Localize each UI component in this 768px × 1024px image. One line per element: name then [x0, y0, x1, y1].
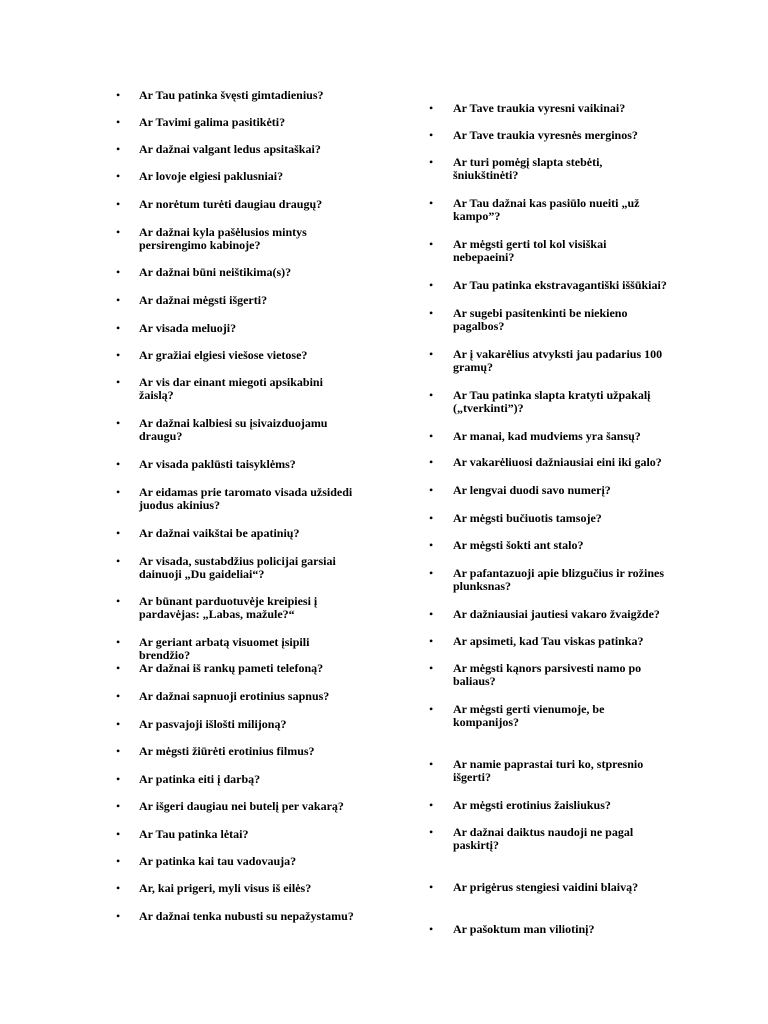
bullet-icon: • — [116, 744, 121, 758]
question-line: Ar lengvai duodi savo numerį? — [453, 483, 611, 497]
question-item — [139, 662, 323, 675]
question-line: Ar dažnai kyla pašėlusios mintys — [139, 225, 307, 239]
bullet-icon: • — [116, 457, 121, 471]
question-item — [453, 881, 638, 894]
question-line: Ar geriant arbatą visuomet įsipili — [139, 635, 310, 649]
question-item — [139, 170, 283, 183]
bullet-icon: • — [116, 717, 121, 731]
bullet-icon: • — [429, 702, 434, 716]
bullet-icon: • — [116, 526, 121, 540]
question-line: Ar gražiai elgiesi viešose vietose? — [139, 348, 308, 362]
question-line: žaislą? — [139, 388, 174, 402]
question-item — [139, 800, 344, 813]
question-line: Ar visada paklūsti taisyklėms? — [139, 457, 296, 471]
bullet-icon: • — [116, 799, 121, 813]
question-line: Ar pasvajoji išlošti milijoną? — [139, 717, 287, 731]
question-line: Ar mėgsti šokti ant stalo? — [453, 538, 584, 552]
question-line: baliaus? — [453, 674, 496, 688]
question-item — [139, 595, 317, 621]
bullet-icon: • — [429, 347, 434, 361]
question-item — [139, 555, 336, 581]
question-line: Ar pašoktum man viliotinį? — [453, 922, 595, 936]
question-item — [453, 348, 662, 374]
question-line: Ar Tau patinka ekstravagantiški iššūkiai? — [453, 278, 667, 292]
bullet-icon: • — [116, 169, 121, 183]
question-line: Ar dažnai valgant ledus apsitaškai? — [139, 142, 321, 156]
bullet-icon: • — [429, 661, 434, 675]
question-line: draugu? — [139, 429, 183, 443]
question-line: Ar mėgsti kąnors parsivesti namo po — [453, 661, 642, 675]
question-item — [139, 636, 309, 662]
question-line: išgerti? — [453, 770, 491, 784]
bullet-icon: • — [429, 634, 434, 648]
bullet-icon: • — [116, 772, 121, 786]
bullet-icon: • — [429, 388, 434, 402]
question-line: Ar dažniausiai jautiesi vakaro žvaigžde? — [453, 607, 660, 621]
bullet-icon: • — [116, 881, 121, 895]
question-line: Ar pafantazuoji apie blizgučius ir rožines — [453, 566, 665, 580]
question-item — [453, 102, 625, 115]
bullet-icon: • — [116, 375, 121, 389]
question-item — [453, 456, 662, 469]
bullet-icon: • — [429, 607, 434, 621]
bullet-icon: • — [429, 798, 434, 812]
bullet-icon: • — [429, 538, 434, 552]
question-item — [453, 238, 606, 264]
question-line: Ar mėgsti bučiuotis tamsoje? — [453, 511, 602, 525]
question-line: Ar Tau patinka švęsti gimtadienius? — [139, 88, 324, 102]
question-item — [453, 512, 602, 525]
question-item — [139, 294, 267, 307]
bullet-icon: • — [116, 265, 121, 279]
bullet-icon: • — [116, 321, 121, 335]
bullet-icon: • — [429, 566, 434, 580]
question-line: Ar mėgsti gerti vienumoje, be — [453, 702, 605, 716]
question-item — [453, 156, 602, 182]
bullet-icon: • — [429, 483, 434, 497]
question-line: Ar dažnai iš rankų pameti telefoną? — [139, 661, 324, 675]
question-line: Ar apsimeti, kad Tau viskas patinka? — [453, 634, 644, 648]
bullet-icon: • — [429, 757, 434, 771]
question-item — [139, 527, 299, 540]
question-item — [139, 458, 296, 471]
question-line: Ar dažnai tenka nubusti su nepažystamu? — [139, 909, 354, 923]
question-line: kompanijos? — [453, 715, 520, 729]
question-item — [139, 417, 327, 443]
bullet-icon: • — [116, 197, 121, 211]
question-line: Ar į vakarėlius atvyksti jau padarius 100 — [453, 347, 663, 361]
question-line: Ar mėgsti erotinius žaisliukus? — [453, 798, 611, 812]
bullet-icon: • — [116, 689, 121, 703]
bullet-icon: • — [116, 115, 121, 129]
question-item — [453, 662, 641, 688]
question-line: gramų? — [453, 360, 493, 374]
question-line: Ar patinka eiti į darbą? — [139, 772, 261, 786]
question-item — [139, 855, 296, 868]
question-line: Ar mėgsti žiūrėti erotinius filmus? — [139, 744, 315, 758]
question-item — [453, 539, 583, 552]
question-item — [453, 484, 611, 497]
question-item — [453, 923, 594, 936]
question-item — [139, 882, 311, 895]
question-item — [139, 745, 315, 758]
question-line: Ar patinka kai tau vadovauja? — [139, 854, 297, 868]
question-item — [453, 567, 664, 593]
question-item — [453, 758, 643, 784]
bullet-icon: • — [429, 429, 434, 443]
bullet-icon: • — [116, 827, 121, 841]
question-line: Ar turi pomėgį slapta stebėti, — [453, 155, 603, 169]
bullet-icon: • — [429, 880, 434, 894]
bullet-icon: • — [116, 485, 121, 499]
question-line: Ar Tau patinka lėtai? — [139, 827, 249, 841]
bullet-icon: • — [429, 155, 434, 169]
question-item — [139, 89, 324, 102]
question-line: Ar mėgsti gerti tol kol visiškai — [453, 237, 607, 251]
bullet-icon: • — [429, 237, 434, 251]
question-line: Ar, kai prigeri, myli visus iš eilės? — [139, 881, 312, 895]
question-item — [453, 129, 638, 142]
bullet-icon: • — [116, 635, 121, 649]
bullet-icon: • — [116, 225, 121, 239]
question-line: pagalbos? — [453, 319, 505, 333]
question-line: Ar būnant parduotuvėje kreipiesi į — [139, 594, 318, 608]
question-item — [453, 307, 627, 333]
question-line: Ar dažnai sapnuoji erotinius sapnus? — [139, 689, 330, 703]
bullet-icon: • — [116, 554, 121, 568]
question-item — [453, 279, 667, 292]
question-item — [139, 773, 260, 786]
question-line: Ar dažnai mėgsti išgerti? — [139, 293, 268, 307]
bullet-icon: • — [116, 594, 121, 608]
bullet-icon: • — [116, 416, 121, 430]
question-line: Ar visada meluoji? — [139, 321, 237, 335]
question-item — [453, 608, 660, 621]
bullet-icon: • — [429, 128, 434, 142]
question-line: dainuoji „Du gaideliai“? — [139, 567, 265, 581]
question-line: persirengimo kabinoje? — [139, 238, 261, 252]
question-line: Ar vakarėliuosi dažniausiai eini iki galo? — [453, 455, 662, 469]
bullet-icon: • — [116, 142, 121, 156]
bullet-icon: • — [116, 909, 121, 923]
question-item — [139, 266, 291, 279]
question-item — [139, 486, 352, 512]
bullet-icon: • — [429, 455, 434, 469]
question-line: Ar Tau patinka slapta kratyti užpakalį — [453, 388, 651, 402]
question-line: Ar eidamas prie taromato visada užsidedi — [139, 485, 353, 499]
question-item — [453, 635, 644, 648]
question-line: pardavėjas: „Labas, mažule?“ — [139, 607, 295, 621]
question-line: juodus akinius? — [139, 498, 221, 512]
question-line: Ar dažnai vaikštai be apatinių? — [139, 526, 300, 540]
bullet-icon: • — [429, 101, 434, 115]
bullet-icon: • — [429, 306, 434, 320]
question-line: Ar dažnai kalbiesi su įsivaizduojamu — [139, 416, 328, 430]
question-line: nebepaeini? — [453, 250, 515, 264]
question-item — [453, 703, 604, 729]
bullet-icon: • — [429, 278, 434, 292]
question-line: Ar Tave traukia vyresni vaikinai? — [453, 101, 626, 115]
question-item — [139, 828, 248, 841]
bullet-icon: • — [429, 196, 434, 210]
question-line: Ar norėtum turėti daugiau draugų? — [139, 197, 323, 211]
question-item — [453, 430, 641, 443]
question-line: brendžio? — [139, 648, 191, 662]
question-line: Ar dažnai būni neištikima(s)? — [139, 265, 292, 279]
bullet-icon: • — [116, 293, 121, 307]
question-item — [453, 799, 611, 812]
question-item — [139, 322, 236, 335]
bullet-icon: • — [116, 854, 121, 868]
question-line: Ar sugebi pasitenkinti be niekieno — [453, 306, 628, 320]
question-item — [139, 226, 307, 252]
question-item — [453, 826, 633, 852]
question-line: Ar manai, kad mudviems yra šansų? — [453, 429, 641, 443]
question-item — [139, 718, 286, 731]
bullet-icon: • — [429, 511, 434, 525]
question-item — [139, 143, 321, 156]
question-line: Ar visada, sustabdžius policijai garsiai — [139, 554, 336, 568]
question-item — [139, 690, 329, 703]
question-item — [453, 389, 651, 415]
bullet-icon: • — [429, 825, 434, 839]
question-line: Ar dažnai daiktus naudoji ne pagal — [453, 825, 634, 839]
question-line: plunksnas? — [453, 579, 512, 593]
bullet-icon: • — [429, 922, 434, 936]
question-item — [139, 910, 354, 923]
question-line: paskirtį? — [453, 838, 500, 852]
question-line: Ar lovoje elgiesi paklusniai? — [139, 169, 284, 183]
question-line: Ar išgeri daugiau nei butelį per vakarą? — [139, 799, 344, 813]
question-item — [139, 376, 323, 402]
question-line: Ar namie paprastai turi ko, stpresnio — [453, 757, 644, 771]
question-line: Ar prigėrus stengiesi vaidini blaivą? — [453, 880, 639, 894]
question-line: („tverkinti”)? — [453, 401, 524, 415]
question-item — [139, 349, 307, 362]
question-line: Ar Tave traukia vyresnės merginos? — [453, 128, 638, 142]
question-line: šniukštinėti? — [453, 168, 519, 182]
question-line: Ar Tau dažnai kas pasiūlo nueiti „už — [453, 196, 640, 210]
question-item — [139, 198, 322, 211]
question-line: Ar vis dar einant miegoti apsikabini — [139, 375, 323, 389]
question-item — [453, 197, 640, 223]
question-line: Ar Tavimi galima pasitikėti? — [139, 115, 286, 129]
bullet-icon: • — [116, 348, 121, 362]
question-item — [139, 116, 285, 129]
bullet-icon: • — [116, 88, 121, 102]
bullet-icon: • — [116, 661, 121, 675]
question-line: kampo”? — [453, 209, 501, 223]
